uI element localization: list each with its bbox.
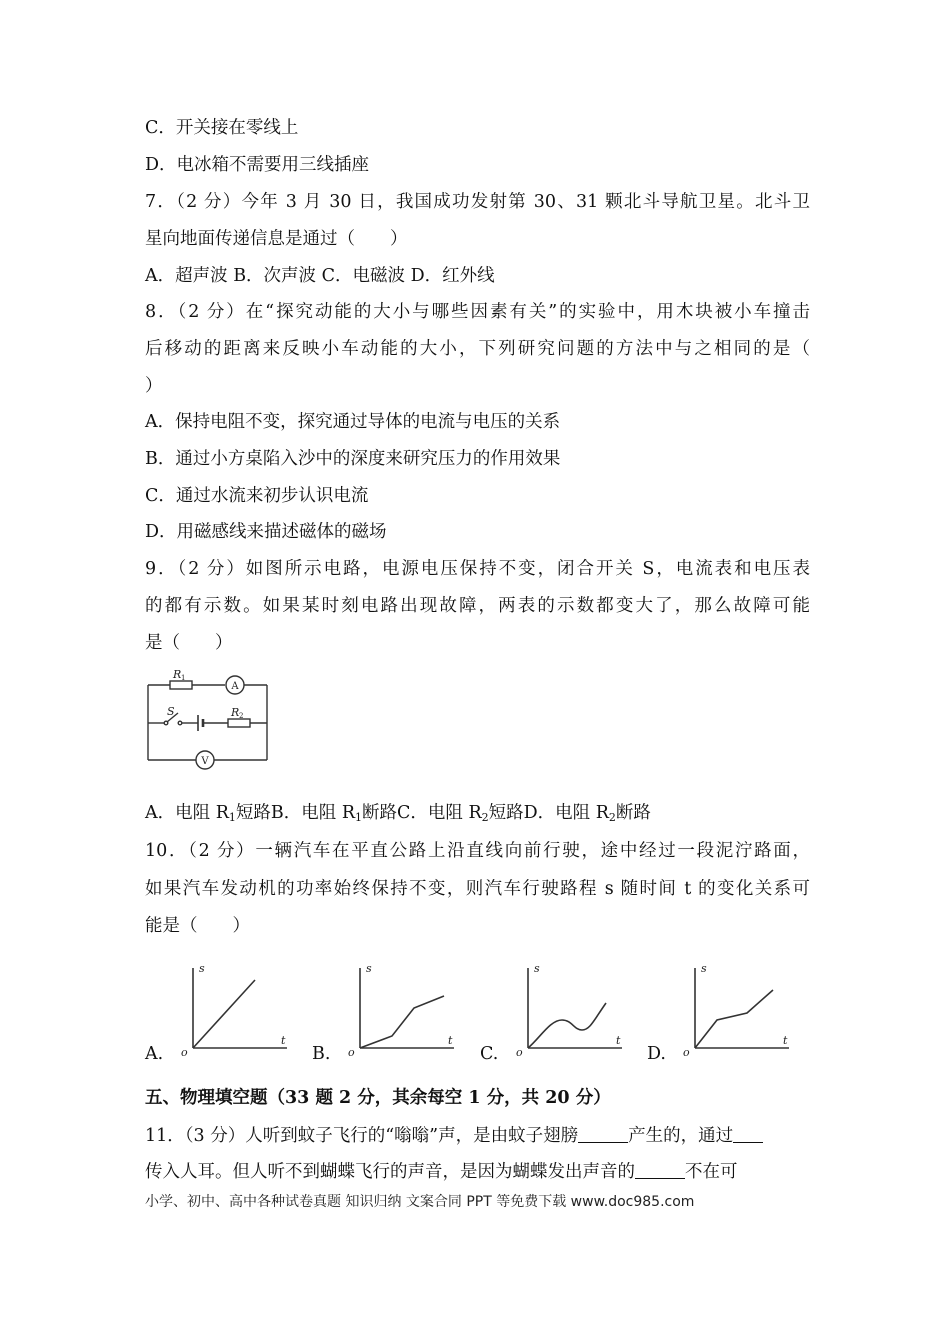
q10-option-b-label: B. (312, 1044, 331, 1064)
graph-b-y-label: s (366, 962, 372, 975)
q7-stem-line2: 星向地面传递信息是通过（ ） (145, 229, 408, 249)
q10-graph-a (175, 958, 295, 1058)
q8-option-b: B．通过小方桌陷入沙中的深度来研究压力的作用效果 (145, 449, 561, 469)
graph-d-y-label: s (701, 962, 707, 975)
q10-graph-b (342, 958, 462, 1058)
q7-stem-line1: 7．（2 分）今年 3 月 30 日，我国成功发射第 30、31 颗北斗导航卫星。北斗卫 (145, 192, 810, 212)
r1-label: R (173, 668, 182, 681)
graph-c-y-label: s (534, 962, 540, 975)
q10-graph-d (677, 958, 797, 1058)
q10-graph-c (510, 958, 630, 1058)
q6-option-c: C．开关接在零线上 (145, 118, 299, 138)
graph-b-origin: o (348, 1046, 355, 1058)
q9-options (145, 801, 651, 825)
q11-line2: 传入人耳。但人听不到蝴蝶飞行的声音，是因为蝴蝶发出声音的 不在可 (145, 1162, 738, 1182)
q9-stem-line2: 的都有示数。如果某时刻电路出现故障，两表的示数都变大了，那么故障可能 (145, 596, 810, 616)
resistor-r2 (228, 719, 250, 727)
graph-b-curve (360, 996, 444, 1048)
q8-stem-line2: 后移动的距离来反映小车动能的大小，下列研究问题的方法中与之相同的是（ (145, 339, 810, 359)
graph-a-origin: o (181, 1046, 188, 1058)
switch-label: S (167, 705, 175, 718)
q8-stem-line1: 8．（2 分）在“探究动能的大小与哪些因素有关”的实验中，用木块被小车撞击 (145, 302, 810, 322)
q8-option-d: D．用磁感线来描述磁体的磁场 (145, 522, 387, 542)
q10-option-a-label: A. (145, 1044, 164, 1064)
graph-d-x-label: t (783, 1034, 788, 1047)
q6-option-d: D．电冰箱不需要用三线插座 (145, 155, 370, 175)
q9-option-c: C．电阻 $R_2$短路 (397, 803, 524, 824)
q10-stem-line2: 如果汽车发动机的功率始终保持不变，则汽车行驶路程 s 随时间 t 的变化关系可 (145, 879, 810, 899)
q8-option-c: C．通过水流来初步认识电流 (145, 486, 369, 506)
section-5-title: 五、物理填空题（33 题 2 分，其余每空 1 分，共 20 分） (145, 1088, 611, 1108)
q10-stem-line1: 10．（2 分）一辆汽车在平直公路上沿直线向前行驶，途中经过一段泥泞路面， (145, 841, 810, 861)
q10-option-c-label: C. (480, 1044, 499, 1064)
graph-c-x-label: t (616, 1034, 621, 1047)
resistor-r1 (170, 681, 192, 689)
q11-blank-2[interactable] (733, 1124, 763, 1143)
graph-d-curve (695, 990, 773, 1048)
q7-options: A．超声波 B．次声波 C．电磁波 D．红外线 (145, 266, 495, 286)
graph-d-origin: o (683, 1046, 690, 1058)
graph-b-x-label: t (448, 1034, 453, 1047)
q9-option-a: A．电阻 $R_1$短路 (145, 803, 271, 824)
q8-option-a: A．保持电阻不变，探究通过导体的电流与电压的关系 (145, 412, 561, 432)
q8-stem-line3: ） (145, 376, 163, 396)
q9-stem-line1: 9．（2 分）如图所示电路，电源电压保持不变，闭合开关 S，电流表和电压表 (145, 559, 810, 579)
ammeter-label: A (231, 681, 239, 692)
graph-a-x-label: t (281, 1034, 286, 1047)
q11-line1: 11．（3 分）人听到蚊子飞行的“嗡嗡”声，是由蚊子翅膀 产生的，通过 (145, 1124, 763, 1148)
graph-c-curve (528, 1003, 606, 1048)
r2-label: R (231, 706, 240, 719)
page-footer: 小学、初中、高中各种试卷真题 知识归纳 文案合同 PPT 等免费下载 www.doc985.com (145, 1194, 695, 1210)
q9-option-b: B．电阻 $R_1$断路 (270, 803, 397, 824)
q11-blank-3[interactable] (635, 1160, 685, 1179)
r1-label-sub: 1 (181, 674, 186, 682)
q11-blank-1[interactable] (578, 1124, 628, 1143)
q10-option-d-label: D. (647, 1044, 666, 1064)
graph-c-origin: o (516, 1046, 523, 1058)
q9-stem-line3: 是（ ） (145, 633, 233, 653)
voltmeter-label: V (201, 756, 209, 767)
graph-a-curve (193, 980, 255, 1048)
graph-a-y-label: s (199, 962, 205, 975)
q10-stem-line3: 能是（ ） (145, 916, 250, 936)
q9-option-d: D．电阻 $R_2$断路 (523, 803, 651, 824)
q9-circuit-diagram (140, 665, 280, 775)
r2-label-sub: 2 (239, 712, 244, 720)
